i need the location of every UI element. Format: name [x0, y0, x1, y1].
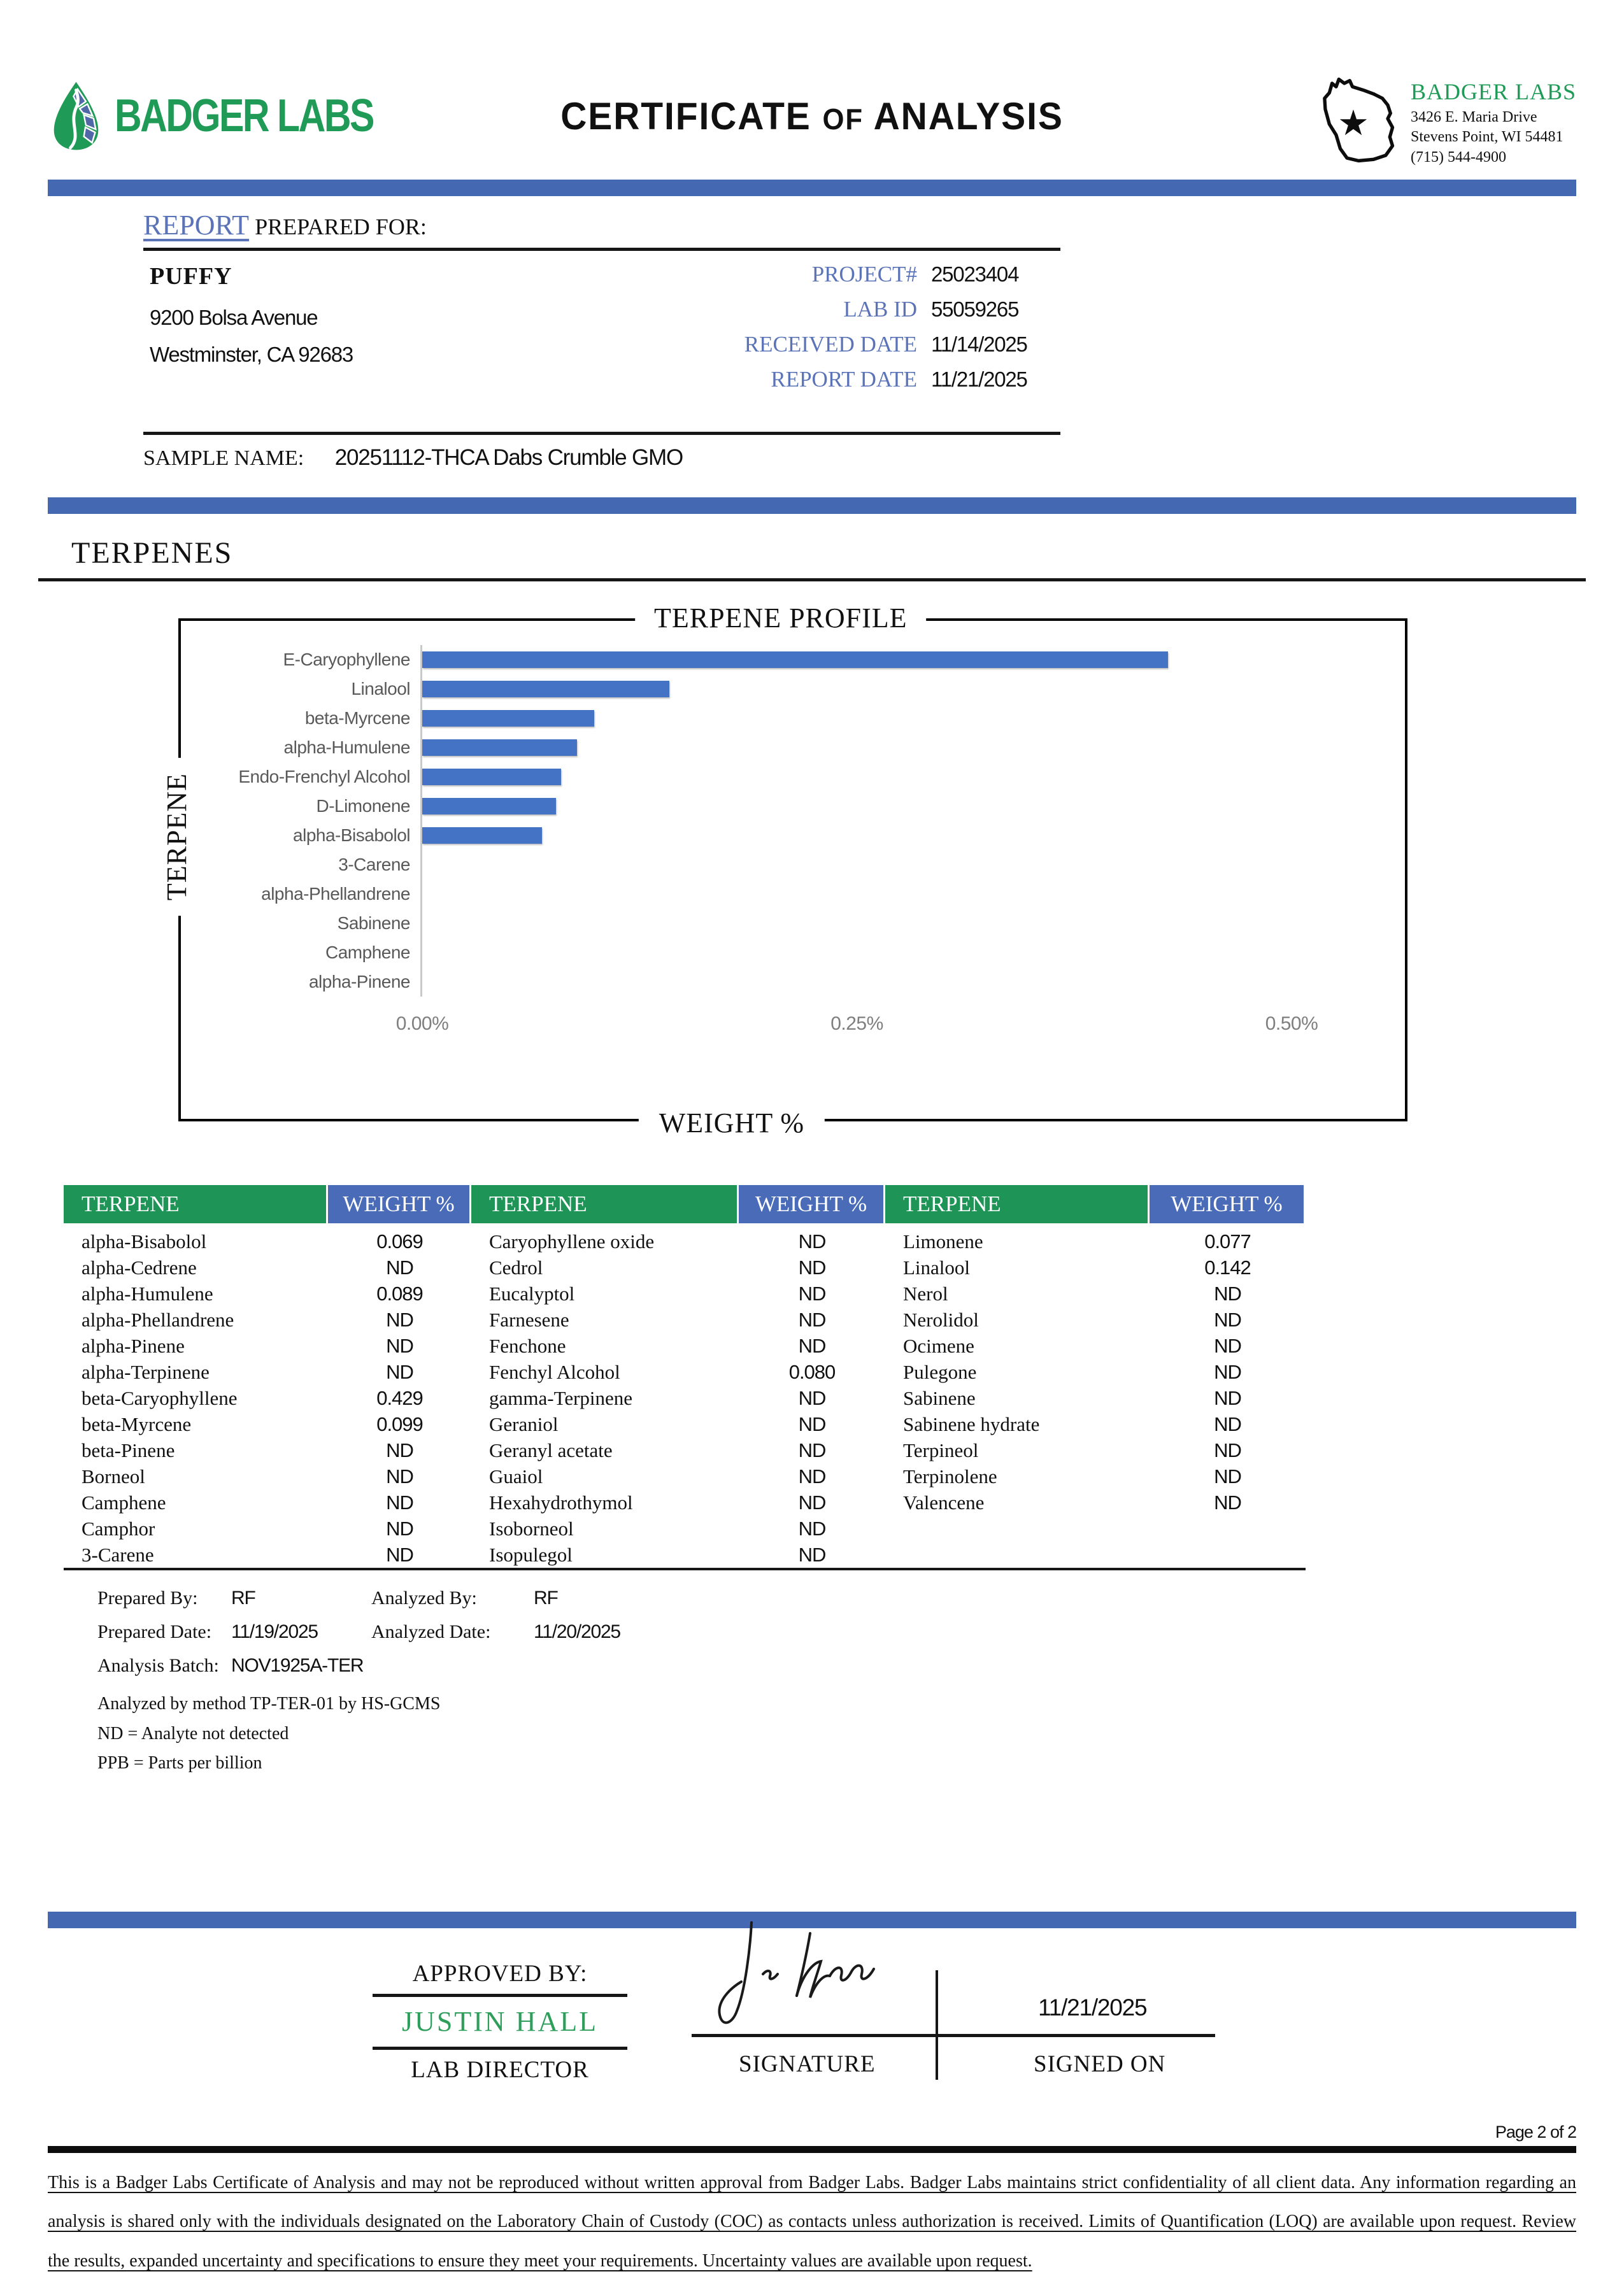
- table-cell-weight: ND: [386, 1544, 413, 1566]
- divider-bar-top: [48, 180, 1576, 196]
- report-heading: [143, 209, 1060, 241]
- table-cell-terpene: Sabinene: [903, 1387, 976, 1409]
- lab-address-lines: [1411, 108, 1576, 167]
- meta-label-labid: LAB ID: [843, 297, 917, 322]
- page-title: [425, 94, 1199, 138]
- table-cell-weight: 0.099: [376, 1413, 423, 1435]
- report-section: [143, 209, 1060, 471]
- table-header-weight: WEIGHT %: [739, 1185, 885, 1223]
- chart-category-label: alpha-Pinene: [308, 972, 410, 991]
- nd-note: ND = Analyte not detected: [97, 1723, 289, 1744]
- chart-y-axis-title: TERPENE: [160, 758, 193, 916]
- approved-by-label: APPROVED BY:: [412, 1960, 588, 1987]
- meta-label-project: PROJECT#: [811, 262, 917, 287]
- map-star-icon: ★: [1337, 104, 1369, 143]
- table-cell-weight: ND: [1214, 1361, 1241, 1383]
- chart-row: [181, 879, 1405, 909]
- lab-name: BADGER LABS: [1410, 79, 1576, 105]
- table-cell-terpene: Borneol: [82, 1465, 145, 1488]
- table-cell-terpene: Eucalyptol: [489, 1283, 575, 1305]
- terpenes-heading: TERPENES: [71, 536, 233, 570]
- table-cell-terpene: Sabinene hydrate: [903, 1413, 1040, 1435]
- analyzed-by-value: RF: [534, 1588, 558, 1609]
- terpene-table: [64, 1185, 1306, 1570]
- chart-row: [181, 733, 1405, 762]
- table-cell-terpene: Nerol: [903, 1283, 948, 1305]
- chart-track: [420, 704, 1292, 733]
- chart-row: [181, 704, 1405, 733]
- table-cell-terpene: Geraniol: [489, 1413, 559, 1435]
- client-address: [150, 299, 353, 373]
- lab-address-line2: Stevens Point, WI 54481: [1410, 129, 1563, 146]
- table-cell-terpene: Limonene: [903, 1230, 983, 1253]
- method-note: Analyzed by method TP-TER-01 by HS-GCMS: [97, 1694, 441, 1714]
- table-header-weight: WEIGHT %: [1150, 1185, 1306, 1223]
- chart-xticks: [395, 1013, 1318, 1039]
- table-header-gap: [64, 1223, 1306, 1228]
- table-cell-weight: ND: [1214, 1309, 1241, 1331]
- table-cell-weight: ND: [1214, 1413, 1241, 1435]
- table-cell-weight: 0.142: [1204, 1256, 1251, 1279]
- table-cell-terpene: Caryophyllene oxide: [489, 1230, 655, 1253]
- chart-row: [181, 674, 1405, 704]
- table-cell-terpene: Camphor: [82, 1517, 155, 1540]
- table-cell-terpene: alpha-Bisabolol: [82, 1230, 207, 1253]
- client-block: [150, 262, 353, 373]
- lab-address-line1: 3426 E. Maria Drive: [1410, 109, 1537, 126]
- approval-divider: [936, 1970, 938, 2080]
- report-heading-report: REPORT: [143, 210, 250, 241]
- table-cell-terpene: alpha-Pinene: [82, 1335, 185, 1357]
- table-cell-terpene: Isoborneol: [489, 1517, 574, 1540]
- meta-value-reportdate: 11/21/2025: [931, 367, 1027, 391]
- table-cell-weight: ND: [386, 1361, 413, 1383]
- table-cell-terpene: Isopulegol: [489, 1544, 573, 1566]
- analysis-batch-label: Analysis Batch:: [97, 1655, 219, 1676]
- meta-label-received: RECEIVED DATE: [744, 332, 917, 357]
- table-cell-weight: ND: [1214, 1283, 1241, 1305]
- sample-name-label: SAMPLE NAME:: [143, 446, 304, 470]
- analysis-batch-value: NOV1925A-TER: [231, 1655, 364, 1676]
- table-cell-terpene: gamma-Terpinene: [489, 1387, 633, 1409]
- chart-track: [420, 938, 1292, 967]
- chart-x-tick: 0.00%: [395, 1013, 449, 1034]
- divider-bar-terpenes: [48, 497, 1576, 514]
- chart-track: [420, 792, 1292, 821]
- chart-row: [181, 909, 1405, 938]
- table-cell-weight: ND: [386, 1256, 413, 1279]
- chart-track: [420, 967, 1292, 997]
- table-cell-weight: ND: [1214, 1465, 1241, 1488]
- table-cell-weight: ND: [386, 1335, 413, 1357]
- logo-wordmark: BADGER LABS: [114, 90, 373, 141]
- table-cell-terpene: Ocimene: [903, 1335, 974, 1357]
- table-cell-weight: 0.080: [788, 1361, 836, 1383]
- table-cell-weight: ND: [798, 1387, 826, 1409]
- chart-category-label: alpha-Humulene: [283, 737, 410, 757]
- analysis-notes: [97, 1691, 1576, 1777]
- table-cell-terpene: Fenchyl Alcohol: [489, 1361, 620, 1383]
- signature-label: SIGNATURE: [739, 2050, 876, 2077]
- report-body: [143, 251, 1060, 425]
- table-cell-weight: [1150, 1516, 1306, 1542]
- table-header-terpene: TERPENE: [885, 1185, 1150, 1223]
- page-number: Page 2 of 2: [1495, 2122, 1576, 2142]
- analyzed-date-value: 11/20/2025: [534, 1621, 620, 1642]
- chart-x-tick: 0.25%: [830, 1013, 883, 1034]
- table-cell-weight: 0.069: [376, 1230, 423, 1253]
- table-cell-weight: 0.077: [1204, 1230, 1251, 1253]
- table-cell-terpene: Linalool: [903, 1256, 971, 1279]
- wisconsin-map-icon: [1309, 64, 1404, 166]
- table-cell-terpene: alpha-Humulene: [82, 1283, 213, 1305]
- terpenes-heading-rule: [38, 536, 1586, 581]
- prepared-date-label: Prepared Date:: [97, 1621, 212, 1642]
- table-cell-weight: ND: [386, 1439, 413, 1461]
- approver-name-rule: [373, 2047, 627, 2050]
- chart-track: [420, 850, 1292, 879]
- sample-name-row: [143, 445, 1060, 471]
- table-header-terpene: TERPENE: [471, 1185, 739, 1223]
- chart-category-label: beta-Myrcene: [304, 708, 410, 728]
- badger-labs-logo: [48, 66, 430, 166]
- table-cell-terpene: Terpineol: [903, 1439, 979, 1461]
- table-cell-weight: ND: [798, 1544, 826, 1566]
- chart-category-label: Sabinene: [337, 913, 410, 933]
- chart-row: [181, 967, 1405, 997]
- analysis-info: [97, 1587, 1576, 1777]
- table-cell-weight: ND: [798, 1309, 826, 1331]
- table-cell-weight: ND: [798, 1413, 826, 1435]
- chart-row: [181, 645, 1405, 674]
- signature-rule: [692, 2034, 1215, 2037]
- table-cell-terpene: [885, 1516, 1150, 1542]
- prepared-by-label: Prepared By:: [97, 1588, 198, 1609]
- table-cell-weight: ND: [1214, 1439, 1241, 1461]
- approved-by-rule: [373, 1994, 627, 1997]
- meta-label-reportdate: REPORT DATE: [771, 367, 917, 392]
- chart-bar: [422, 827, 542, 844]
- chart-category-label: Linalool: [351, 679, 410, 699]
- chart-category-label: Endo-Frenchyl Alcohol: [238, 767, 410, 786]
- table-cell-terpene: Farnesene: [489, 1309, 569, 1331]
- table-cell-weight: ND: [798, 1335, 826, 1357]
- chart-bar: [422, 769, 561, 785]
- table-cell-weight: ND: [386, 1517, 413, 1540]
- lab-address-text: [1411, 64, 1576, 167]
- chart-x-tick: 0.50%: [1265, 1013, 1318, 1034]
- chart-track: [420, 879, 1292, 909]
- table-cell-weight: ND: [798, 1256, 826, 1279]
- table-cell-terpene: alpha-Terpinene: [82, 1361, 210, 1383]
- table-cell-terpene: [885, 1542, 1150, 1568]
- chart-track: [420, 733, 1292, 762]
- title-word-analysis: ANALYSIS: [873, 94, 1064, 138]
- meta-value-received: 11/14/2025: [931, 332, 1027, 356]
- table-header-terpene: TERPENE: [64, 1185, 328, 1223]
- table-cell-terpene: alpha-Cedrene: [82, 1256, 197, 1279]
- prepared-by-value: RF: [231, 1588, 255, 1609]
- certificate-page: [0, 59, 1624, 2281]
- info-blank-value: [534, 1654, 788, 1677]
- table-cell-weight: 0.089: [376, 1283, 423, 1305]
- chart-category-label: Camphene: [325, 942, 410, 962]
- table-cell-weight: ND: [798, 1283, 826, 1305]
- approved-by-block: [373, 1960, 627, 2084]
- page-header: [48, 59, 1576, 173]
- info-blank-label: [371, 1654, 534, 1677]
- report-rule-bottom: [143, 432, 1060, 435]
- chart-row: [181, 762, 1405, 792]
- report-heading-rest: PREPARED FOR:: [255, 214, 427, 239]
- table-cell-terpene: Pulegone: [903, 1361, 977, 1383]
- chart-x-axis-title: WEIGHT %: [639, 1107, 825, 1139]
- analyzed-date-label: Analyzed Date:: [371, 1621, 491, 1642]
- table-cell-terpene: beta-Myrcene: [82, 1413, 192, 1435]
- table-cell-terpene: Valencene: [903, 1491, 985, 1514]
- table-cell-weight: ND: [798, 1465, 826, 1488]
- table-cell-weight: ND: [798, 1439, 826, 1461]
- table-cell-weight: ND: [798, 1491, 826, 1514]
- footer-rule: [48, 2146, 1576, 2153]
- client-name: PUFFY: [150, 263, 232, 290]
- ppb-note: PPB = Parts per billion: [97, 1753, 262, 1773]
- chart-bar: [422, 651, 1168, 668]
- chart-bar: [422, 681, 669, 697]
- table-cell-terpene: 3-Carene: [82, 1544, 154, 1566]
- table-cell-terpene: Hexahydrothymol: [489, 1491, 633, 1514]
- chart-bar: [422, 739, 577, 756]
- chart-bar: [422, 710, 594, 727]
- table-cell-terpene: alpha-Phellandrene: [82, 1309, 234, 1331]
- chart-track: [420, 821, 1292, 850]
- table-cell-terpene: Fenchone: [489, 1335, 566, 1357]
- table-cell-terpene: Guaiol: [489, 1465, 543, 1488]
- title-word-certificate: CERTIFICATE: [560, 94, 811, 138]
- table-cell-weight: ND: [386, 1491, 413, 1514]
- title-word-of: OF: [822, 102, 864, 136]
- chart-track: [420, 762, 1292, 792]
- chart-track: [420, 674, 1292, 704]
- lab-phone: (715) 544-4900: [1410, 148, 1506, 166]
- approver-name: JUSTIN HALL: [402, 2005, 598, 2037]
- approval-section: [48, 1946, 1576, 2115]
- table-cell-terpene: Terpinolene: [903, 1465, 997, 1488]
- table-cell-weight: ND: [1214, 1387, 1241, 1409]
- client-address-line1: 9200 Bolsa Avenue: [150, 306, 318, 329]
- chart-track: [420, 909, 1292, 938]
- chart-row: [181, 821, 1405, 850]
- signature-icon: [675, 1913, 949, 2050]
- analyzed-by-label: Analyzed By:: [371, 1588, 477, 1609]
- chart-bar: [422, 798, 556, 814]
- analysis-info-grid: [97, 1587, 1576, 1677]
- table-cell-weight: ND: [386, 1309, 413, 1331]
- table-cell-weight: ND: [798, 1230, 826, 1253]
- table-cell-terpene: Nerolidol: [903, 1309, 979, 1331]
- meta-value-labid: 55059265: [931, 297, 1019, 321]
- table-header-weight: WEIGHT %: [328, 1185, 471, 1223]
- table-cell-weight: ND: [1214, 1335, 1241, 1357]
- table-cell-weight: ND: [1214, 1491, 1241, 1514]
- client-address-line2: Westminster, CA 92683: [150, 342, 353, 366]
- terpene-profile-chart: [161, 602, 1407, 1139]
- disclaimer-text: This is a Badger Labs Certificate of Analysis and may not be reproduced without written approval from Badger Labs. Badger Labs maintains strict confidentiality of all client data. Any information regarding an analysis is shared only with the individuals designated on the Laboratory Chain of Custody (COC) as contacts unless authorization is received. Limits of Quantification (LOQ) are available upon request. Review the results, expanded uncertainty and specifications to ensure they meet your requirements. Uncertainty values are available upon request.: [48, 2172, 1576, 2271]
- lab-address-block: [1220, 64, 1576, 167]
- chart-row: [181, 792, 1405, 821]
- approver-title: LAB DIRECTOR: [411, 2056, 589, 2083]
- chart-category-label: E-Caryophyllene: [283, 650, 410, 669]
- chart-row: [181, 850, 1405, 879]
- chart-category-label: alpha-Bisabolol: [293, 825, 410, 845]
- table-cell-terpene: Cedrol: [489, 1256, 543, 1279]
- table-cell-weight: [1150, 1542, 1306, 1568]
- chart-row: [181, 938, 1405, 967]
- table-cell-terpene: Geranyl acetate: [489, 1439, 613, 1461]
- prepared-date-value: 11/19/2025: [231, 1621, 318, 1642]
- table-cell-terpene: beta-Caryophyllene: [82, 1387, 238, 1409]
- leaf-drop-icon: [48, 66, 104, 166]
- chart-category-label: 3-Carene: [338, 855, 410, 874]
- chart-rows: [181, 621, 1405, 997]
- signed-date: 11/21/2025: [1038, 1994, 1147, 2021]
- table-cell-weight: ND: [386, 1465, 413, 1488]
- table-cell-weight: 0.429: [376, 1387, 423, 1409]
- chart-category-label: alpha-Phellandrene: [261, 884, 410, 904]
- sample-name-value: 20251112-THCA Dabs Crumble GMO: [334, 445, 683, 470]
- table-cell-weight: ND: [798, 1517, 826, 1540]
- table-cell-terpene: Camphene: [82, 1491, 166, 1514]
- chart-category-label: D-Limonene: [316, 796, 410, 816]
- table-cell-terpene: beta-Pinene: [82, 1439, 175, 1461]
- meta-value-project: 25023404: [931, 262, 1019, 286]
- signed-on-label: SIGNED ON: [1034, 2050, 1166, 2077]
- chart-title: TERPENE PROFILE: [635, 602, 927, 634]
- chart-track: [420, 645, 1292, 674]
